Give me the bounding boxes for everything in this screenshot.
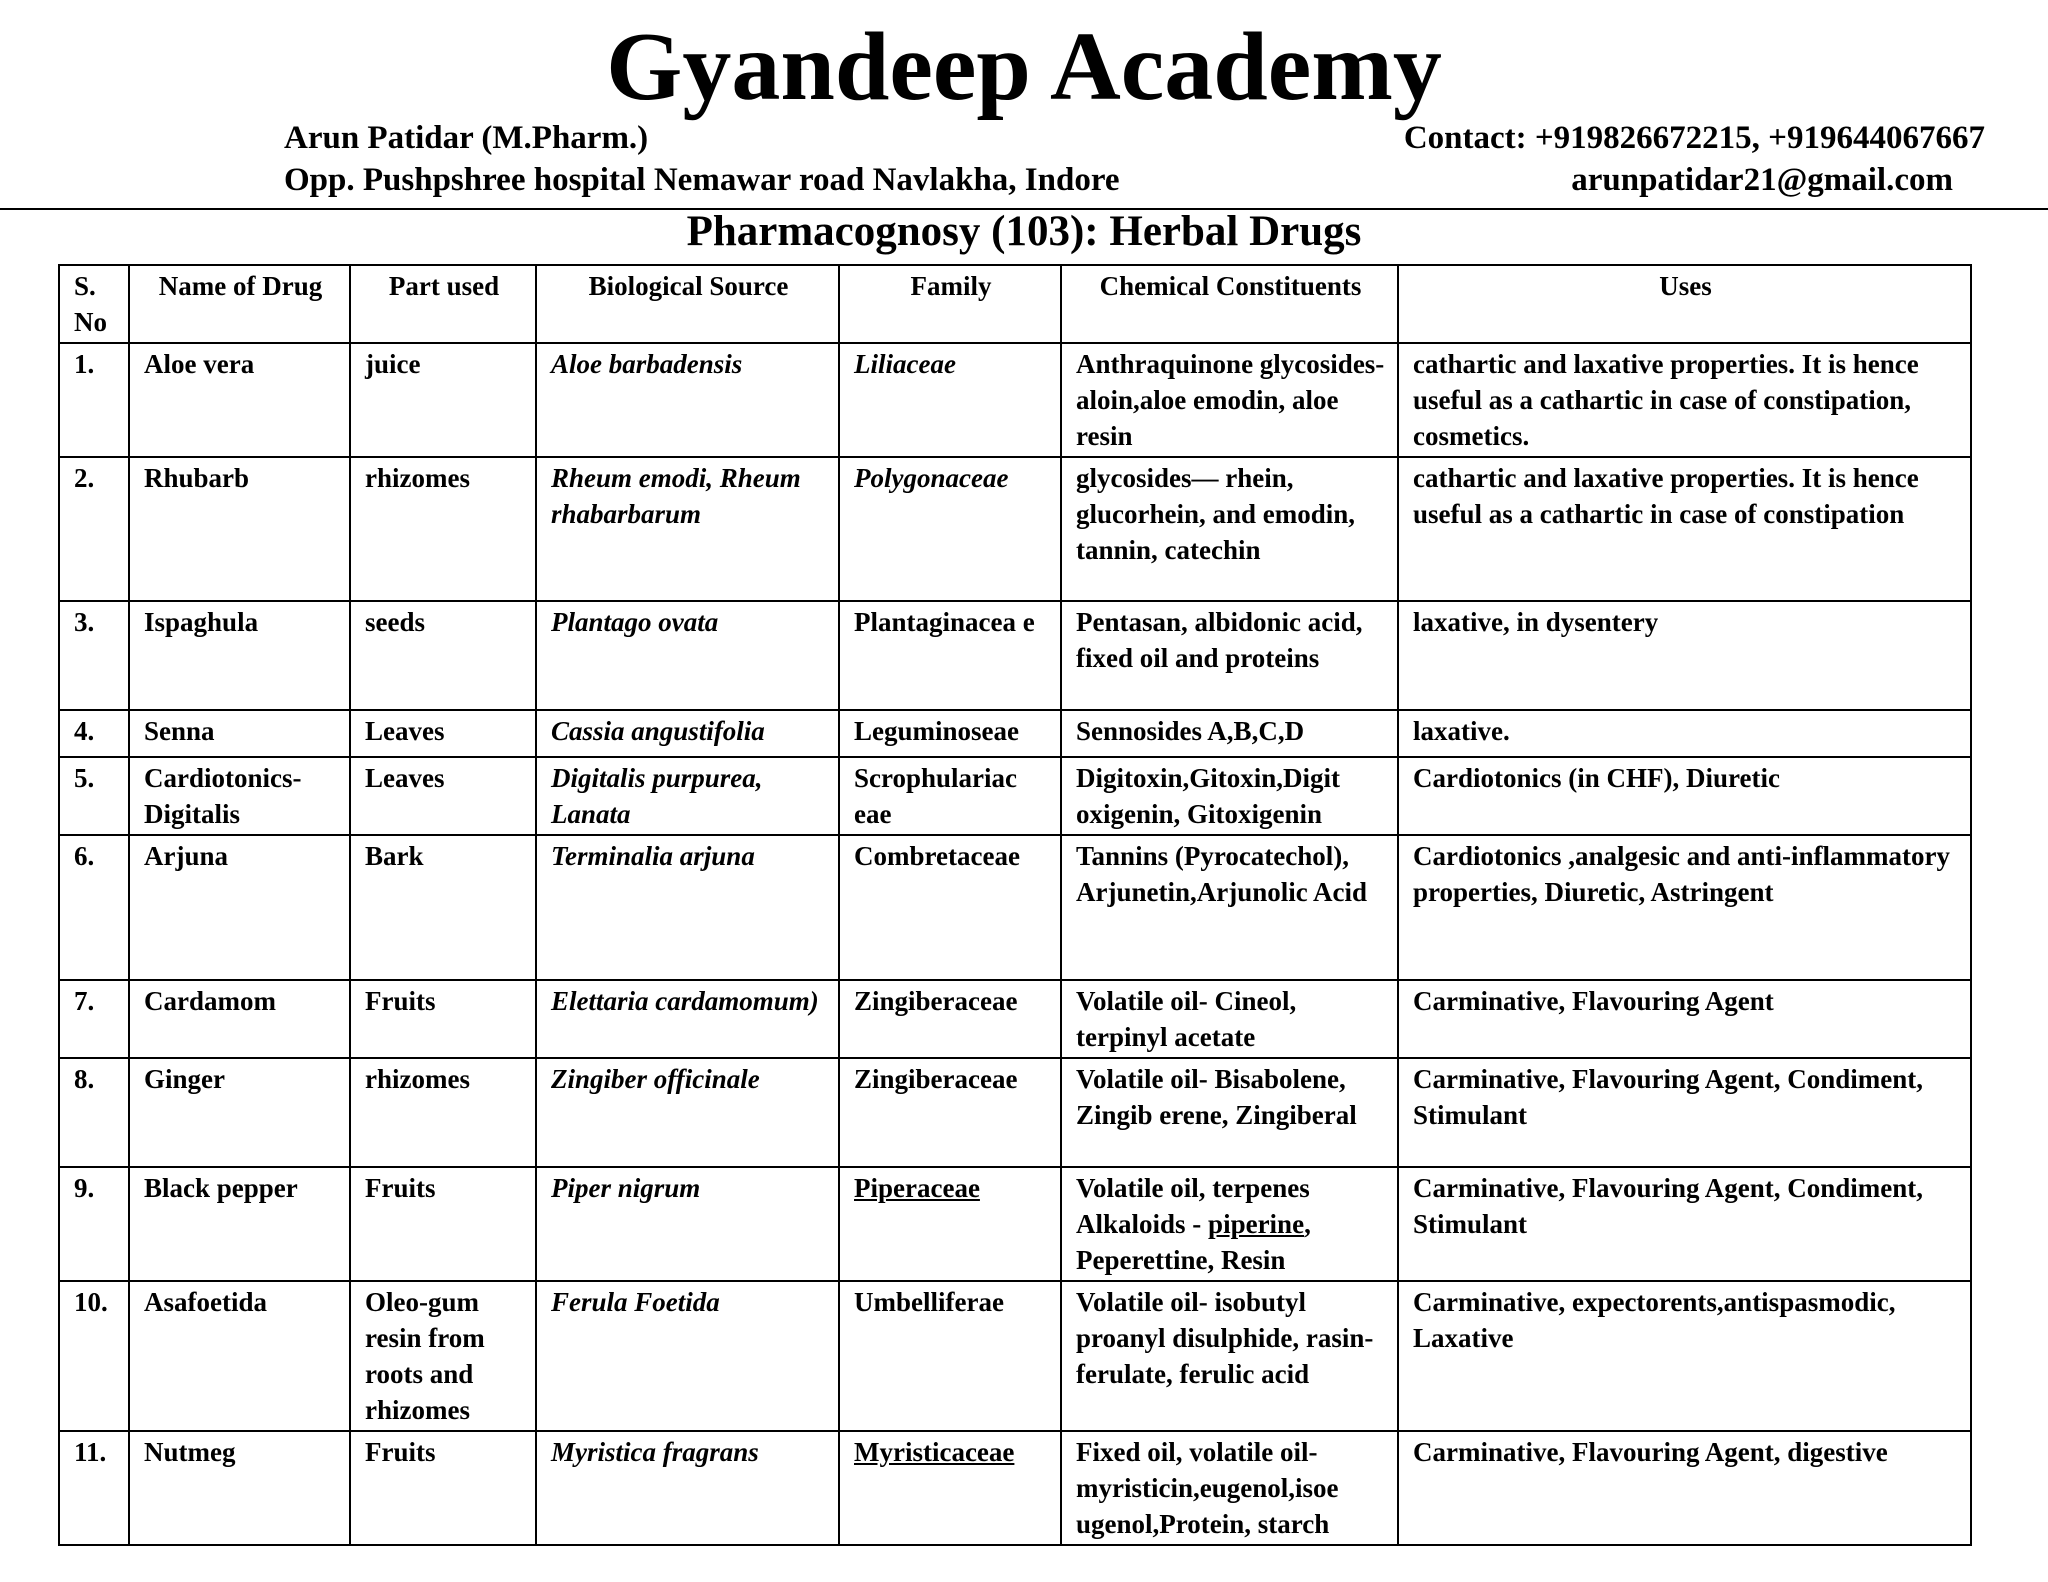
cell-family: Piperaceae: [839, 1167, 1061, 1281]
cell-part-used: Leaves: [350, 710, 536, 757]
cell-sno: 4.: [59, 710, 129, 757]
cell-constituents: Fixed oil, volatile oil- myristicin,eugenol,isoe ugenol,Protein, starch: [1061, 1431, 1398, 1545]
cell-biological-source: Piper nigrum: [536, 1167, 839, 1281]
cell-sno: 6.: [59, 835, 129, 980]
document-subtitle: Pharmacognosy (103): Herbal Drugs: [686, 208, 1362, 255]
cell-part-used: juice: [350, 343, 536, 457]
cell-drug-name: Black pepper: [129, 1167, 350, 1281]
cell-constituents: Tannins (Pyrocatechol), Arjunetin,Arjunolic Acid: [1061, 835, 1398, 980]
cell-family: Leguminoseae: [839, 710, 1061, 757]
cell-drug-name: Senna: [129, 710, 350, 757]
cell-biological-source: Rheum emodi, Rheum rhabarbarum: [536, 457, 839, 601]
cell-biological-source: Plantago ovata: [536, 601, 839, 710]
herbal-drugs-table: [58, 264, 1972, 1546]
column-header-part: Part used: [350, 265, 536, 343]
cell-family: Scrophulariac eae: [839, 757, 1061, 835]
academy-address: Opp. Pushpshree hospital Nemawar road Navlakha, Indore: [284, 162, 1120, 198]
cell-drug-name: Aloe vera: [129, 343, 350, 457]
constituents-piperine: piperine: [1208, 1209, 1305, 1239]
cell-drug-name: Cardiotonics-Digitalis: [129, 757, 350, 835]
table-row: [59, 1058, 1971, 1167]
cell-biological-source: Myristica fragrans: [536, 1431, 839, 1545]
table-row: [59, 710, 1971, 757]
cell-sno: 3.: [59, 601, 129, 710]
cell-constituents: Volatile oil- Bisabolene, Zingib erene, Zingiberal: [1061, 1058, 1398, 1167]
cell-uses: Cardiotonics ,analgesic and anti-inflammatory properties, Diuretic, Astringent: [1398, 835, 1971, 980]
cell-family: Myristicaceae: [839, 1431, 1061, 1545]
cell-family: Liliaceae: [839, 343, 1061, 457]
column-header-source: Biological Source: [536, 265, 839, 343]
cell-part-used: Fruits: [350, 980, 536, 1058]
cell-drug-name: Ginger: [129, 1058, 350, 1167]
constituents-text: , Peperettine, Resin: [1076, 1209, 1311, 1275]
cell-family: Umbelliferae: [839, 1281, 1061, 1431]
cell-biological-source: Elettaria cardamomum): [536, 980, 839, 1058]
cell-biological-source: Zingiber officinale: [536, 1058, 839, 1167]
cell-part-used: Leaves: [350, 757, 536, 835]
cell-uses: Carminative, Flavouring Agent, Condiment, Stimulant: [1398, 1058, 1971, 1167]
table-row: [59, 343, 1971, 457]
cell-part-used: rhizomes: [350, 457, 536, 601]
cell-sno: 8.: [59, 1058, 129, 1167]
cell-family: Polygonaceae: [839, 457, 1061, 601]
cell-biological-source: Cassia angustifolia: [536, 710, 839, 757]
cell-drug-name: Nutmeg: [129, 1431, 350, 1545]
cell-drug-name: Rhubarb: [129, 457, 350, 601]
cell-part-used: Bark: [350, 835, 536, 980]
cell-uses: laxative.: [1398, 710, 1971, 757]
cell-constituents: Anthraquinone glycosides-aloin,aloe emodin, aloe resin: [1061, 343, 1398, 457]
cell-part-used: Fruits: [350, 1431, 536, 1545]
column-header-sno: S. No: [59, 265, 129, 343]
cell-sno: 10.: [59, 1281, 129, 1431]
cell-biological-source: Digitalis purpurea, Lanata: [536, 757, 839, 835]
table-row: [59, 601, 1971, 710]
cell-biological-source: Aloe barbadensis: [536, 343, 839, 457]
cell-sno: 2.: [59, 457, 129, 601]
column-header-uses: Uses: [1398, 265, 1971, 343]
table-row: [59, 835, 1971, 980]
author-name: Arun Patidar (M.Pharm.): [284, 120, 649, 156]
table-row: [59, 757, 1971, 835]
cell-uses: Carminative, expectorents,antispasmodic, Laxative: [1398, 1281, 1971, 1431]
academy-title: Gyandeep Academy: [606, 13, 1442, 121]
cell-constituents: glycosides— rhein, glucorhein, and emodin, tannin, catechin: [1061, 457, 1398, 601]
cell-drug-name: Asafoetida: [129, 1281, 350, 1431]
cell-biological-source: Ferula Foetida: [536, 1281, 839, 1431]
cell-family: Zingiberaceae: [839, 1058, 1061, 1167]
cell-sno: 7.: [59, 980, 129, 1058]
cell-uses: Carminative, Flavouring Agent: [1398, 980, 1971, 1058]
contact-email: arunpatidar21@gmail.com: [1571, 162, 1953, 198]
cell-sno: 1.: [59, 343, 129, 457]
cell-constituents: Volatile oil- Cineol, terpinyl acetate: [1061, 980, 1398, 1058]
column-header-family: Family: [839, 265, 1061, 343]
cell-drug-name: Ispaghula: [129, 601, 350, 710]
cell-drug-name: Arjuna: [129, 835, 350, 980]
cell-sno: 5.: [59, 757, 129, 835]
cell-part-used: Oleo-gum resin from roots and rhizomes: [350, 1281, 536, 1431]
cell-uses: cathartic and laxative properties. It is hence useful as a cathartic in case of constipation: [1398, 457, 1971, 601]
table-row: [59, 980, 1971, 1058]
table-row: [59, 1431, 1971, 1545]
cell-family: Zingiberaceae: [839, 980, 1061, 1058]
table-row: [59, 457, 1971, 601]
cell-drug-name: Cardamom: [129, 980, 350, 1058]
cell-sno: 11.: [59, 1431, 129, 1545]
cell-uses: Carminative, Flavouring Agent, Condiment, Stimulant: [1398, 1167, 1971, 1281]
constituents-text: Volatile oil, terpenes Alkaloids -: [1076, 1173, 1310, 1239]
column-header-name: Name of Drug: [129, 265, 350, 343]
table-row: [59, 1167, 1971, 1281]
cell-constituents: [1061, 1167, 1398, 1281]
contact-numbers: Contact: +919826672215, +919644067667: [1403, 120, 1985, 156]
cell-sno: 9.: [59, 1167, 129, 1281]
cell-biological-source: Terminalia arjuna: [536, 835, 839, 980]
cell-constituents: Volatile oil- isobutyl proanyl disulphide, rasin- ferulate, ferulic acid: [1061, 1281, 1398, 1431]
table-header-row: [59, 265, 1971, 343]
cell-uses: laxative, in dysentery: [1398, 601, 1971, 710]
cell-uses: cathartic and laxative properties. It is hence useful as a cathartic in case of constipation, cosmetics.: [1398, 343, 1971, 457]
cell-family: Plantaginacea e: [839, 601, 1061, 710]
cell-family: Combretaceae: [839, 835, 1061, 980]
cell-constituents: Sennosides A,B,C,D: [1061, 710, 1398, 757]
cell-part-used: rhizomes: [350, 1058, 536, 1167]
table-row: [59, 1281, 1971, 1431]
column-header-constituents: Chemical Constituents: [1061, 265, 1398, 343]
cell-constituents: Pentasan, albidonic acid, fixed oil and proteins: [1061, 601, 1398, 710]
cell-part-used: seeds: [350, 601, 536, 710]
cell-uses: Cardiotonics (in CHF), Diuretic: [1398, 757, 1971, 835]
cell-uses: Carminative, Flavouring Agent, digestive: [1398, 1431, 1971, 1545]
cell-part-used: Fruits: [350, 1167, 536, 1281]
cell-constituents: Digitoxin,Gitoxin,Digit oxigenin, Gitoxigenin: [1061, 757, 1398, 835]
